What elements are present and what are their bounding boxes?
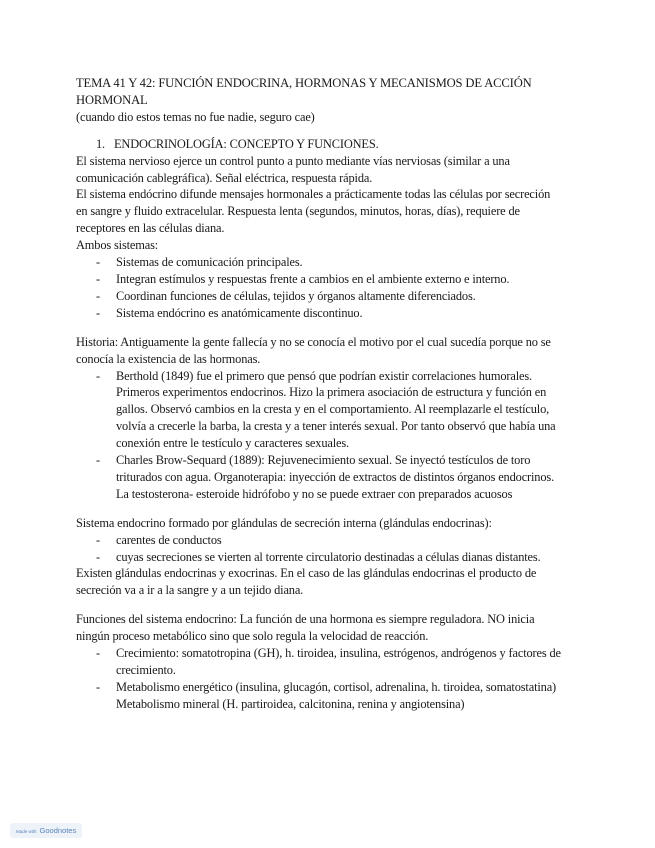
title-line-1: TEMA 41 Y 42: FUNCIÓN ENDOCRINA, HORMONAS Y MECANISMOS DE ACCIÓN	[76, 76, 532, 90]
list-item: - Coordinan funciones de células, tejidos y órganos altamente diferenciados.	[76, 288, 562, 305]
list-item: - Sistema endócrino es anatómicamente discontinuo.	[76, 305, 562, 322]
bullet-dash: -	[96, 305, 100, 320]
paragraph-glands-after: Existen glándulas endocrinas y exocrinas. En el caso de las glándulas endocrinas el producto de secreción va a ir a la sangre y a un tejido diana.	[76, 566, 537, 598]
list-glands	[76, 532, 562, 566]
paragraph-glands: Sistema endocrino formado por glándulas de secreción interna (glándulas endocrinas):	[76, 515, 492, 530]
watermark-brand: Goodnotes	[39, 826, 77, 835]
paragraph-both-systems: Ambos sistemas:	[76, 238, 159, 253]
document-title	[76, 75, 562, 109]
list-both-systems	[76, 254, 562, 322]
list-item: - Charles Brow-Sequard (1889): Rejuvenecimiento sexual. Se inyectó testículos de toro triturados con agua. Organoterapia: inyección de extractos de distintos órganos endocrinos. La testosterona- esteroide hidrófobo y no se puede extraer con preparados acuosos	[76, 452, 562, 503]
bullet-dash: -	[96, 271, 100, 286]
section-heading-text: ENDOCRINOLOGÍA: CONCEPTO Y FUNCIONES.	[114, 136, 379, 151]
bullet-dash: -	[96, 288, 100, 303]
bullet-dash: -	[96, 549, 100, 564]
bullet-dash: -	[96, 255, 100, 270]
watermark-prefix: Made with	[16, 829, 37, 834]
section-heading-endocrinologia	[76, 136, 562, 153]
bullet-dash: -	[96, 368, 100, 383]
paragraph-endocrine-system: El sistema endócrino difunde mensajes hormonales a prácticamente todas las células por secreción en sangre y fluido extracelular. Respuesta lenta (segundos, minutos, horas, días), requiere de receptores en las células diana.	[76, 187, 551, 236]
bullet-dash: -	[96, 453, 100, 468]
paragraph-history: Historia: Antiguamente la gente fallecía y no se conocía el motivo por el cual sucedía porque no se conocía la existencia de las hormonas.	[76, 334, 551, 366]
list-item: - Sistemas de comunicación principales.	[76, 254, 562, 271]
bullet-dash: -	[96, 532, 100, 547]
document-subtitle: (cuando dio estos temas no fue nadie, seguro cae)	[76, 109, 315, 124]
list-item: - cuyas secreciones se vierten al torrente circulatorio destinadas a células dianas distantes.	[76, 549, 562, 566]
list-functions	[76, 645, 562, 713]
document-page	[76, 75, 562, 713]
goodnotes-watermark	[10, 823, 82, 838]
paragraph-nervous-system: El sistema nervioso ejerce un control punto a punto mediante vías nerviosas (similar a una comunicación cablegráfica). Señal eléctrica, respuesta rápida.	[76, 153, 510, 185]
paragraph-functions: Funciones del sistema endocrino: La función de una hormona es siempre reguladora. NO inicia ningún proceso metabólico sino que solo regula la velocidad de reacción.	[76, 612, 535, 644]
list-item: - carentes de conductos	[76, 532, 562, 549]
title-line-2: HORMONAL	[76, 92, 148, 107]
list-item: - Integran estímulos y respuestas frente a cambios en el ambiente externo e interno.	[76, 271, 562, 288]
list-history	[76, 368, 562, 503]
list-item: - Metabolismo energético (insulina, glucagón, cortisol, adrenalina, h. tiroidea, somatostatina) Metabolismo mineral (H. partiroidea, calcitonina, renina y angiotensina)	[76, 679, 562, 713]
bullet-dash: -	[96, 646, 100, 661]
section-number: 1.	[96, 136, 105, 151]
list-item: - Berthold (1849) fue el primero que pensó que podrían existir correlaciones humorales. Primeros experimentos endocrinos. Hizo la primera asociación de estructura y función en gallos. Observó cambios en la cresta y en el comportamiento. Al reemplazarle el testículo, volvía a crecerle la barba, la cresta y a tener interés sexual. Por tanto observó que había una conexión entre le testículo y caracteres sexuales.	[76, 368, 562, 453]
bullet-dash: -	[96, 679, 100, 694]
list-item: - Crecimiento: somatotropina (GH), h. tiroidea, insulina, estrógenos, andrógenos y factores de crecimiento.	[76, 645, 562, 679]
